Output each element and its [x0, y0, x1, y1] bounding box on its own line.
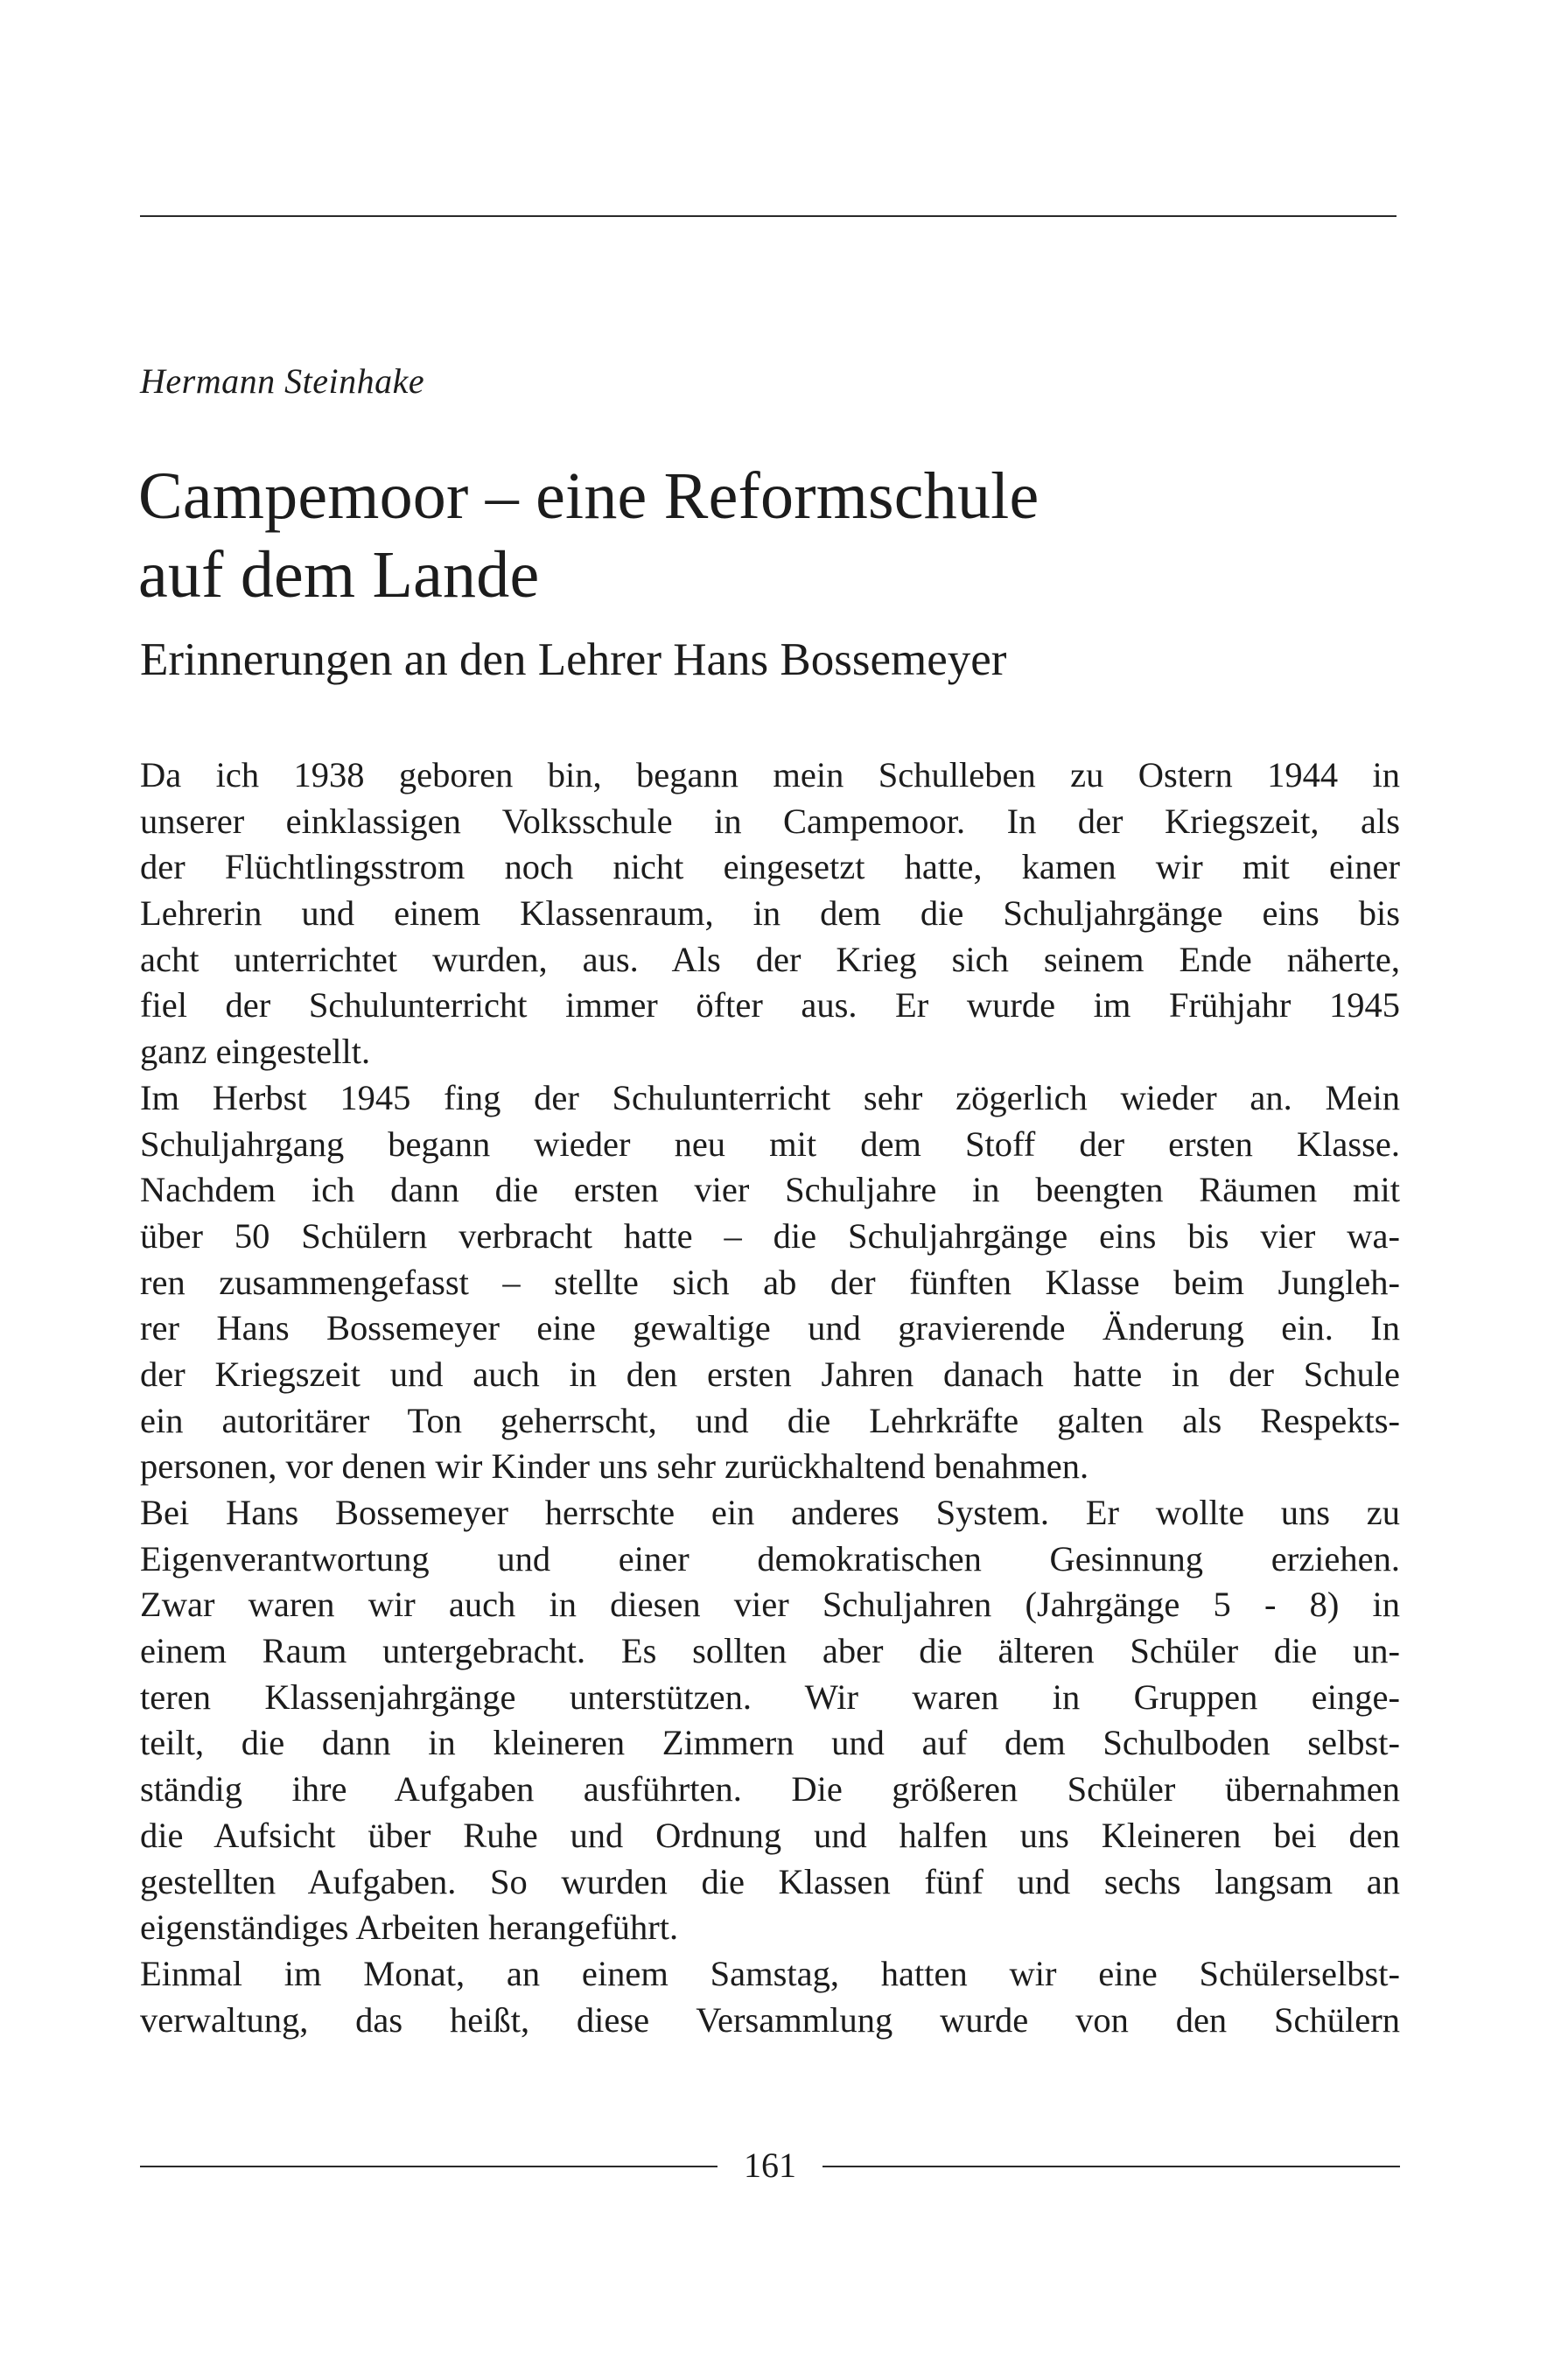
body-line: Zwar waren wir auch in diesen vier Schuljahren (Jahrgänge 5 - 8) in [140, 1585, 1400, 1625]
body-line: die Aufsicht über Ruhe und Ordnung und halfen uns Kleineren bei den [140, 1815, 1400, 1855]
title-line-1: Campemoor – eine Reformschule [138, 459, 1040, 533]
body-line: Lehrerin und einem Klassenraum, in dem die Schuljahrgänge eins bis [140, 893, 1400, 934]
page-number: 161 [744, 2146, 796, 2185]
body-line: personen, vor denen wir Kinder uns sehr zurückhaltend benahmen. [140, 1446, 1089, 1487]
body-line: fiel der Schulunterricht immer öfter aus. Er wurde im Frühjahr 1945 [140, 985, 1400, 1026]
body-line: Nachdem ich dann die ersten vier Schuljahre in beengten Räumen mit [140, 1170, 1400, 1210]
body-line: Bei Hans Bossemeyer herrschte ein anderes System. Er wollte uns zu [140, 1493, 1400, 1532]
article-title [138, 457, 1398, 614]
body-line: Schuljahrgang begann wieder neu mit dem Stoff der ersten Klasse. [140, 1124, 1400, 1164]
body-line: der Kriegszeit und auch in den ersten Jahren danach hatte in der Schule [140, 1354, 1400, 1394]
body-line: einem Raum untergebracht. Es sollten aber die älteren Schüler die un- [140, 1631, 1400, 1671]
title-line-2: auf dem Lande [138, 538, 540, 612]
body-line: ren zusammengefasst – stellte sich ab der fünften Klasse beim Jungleh- [140, 1262, 1400, 1302]
body-line: der Flüchtlingsstrom noch nicht eingesetzt hatte, kamen wir mit einer [140, 847, 1400, 887]
top-rule [140, 215, 1396, 217]
footer-rule-right [822, 2166, 1400, 2167]
body-line: gestellten Aufgaben. So wurden die Klassen fünf und sechs langsam an [140, 1861, 1400, 1901]
body-line: teren Klassenjahrgänge unterstützen. Wir waren in Gruppen einge- [140, 1676, 1400, 1717]
body-line: acht unterrichtet wurden, aus. Als der Krieg sich seinem Ende näherte, [140, 939, 1400, 979]
body-line: Eigenverantwortung und einer demokratischen Gesinnung erziehen. [140, 1538, 1400, 1578]
body-line: über 50 Schülern verbracht hatte – die Schuljahrgänge eins bis vier wa- [140, 1215, 1400, 1256]
body-line: rer Hans Bossemeyer eine gewaltige und gravierende Änderung ein. In [140, 1308, 1400, 1348]
body-line: verwaltung, das heißt, diese Versammlung wurde von den Schülern [140, 1999, 1400, 2040]
body-text [140, 752, 1400, 2043]
body-line: eigenständiges Arbeiten herangeführt. [140, 1908, 679, 1948]
body-line: Im Herbst 1945 fing der Schulunterricht sehr zögerlich wieder an. Mein [140, 1077, 1400, 1117]
body-line: Einmal im Monat, an einem Samstag, hatten wir eine Schülerselbst- [140, 1953, 1400, 1993]
body-line: ständig ihre Aufgaben ausführten. Die größeren Schüler übernahmen [140, 1769, 1400, 1810]
author-name: Hermann Steinhake [140, 361, 425, 401]
article-subtitle: Erinnerungen an den Lehrer Hans Bossemeyer [140, 634, 1007, 685]
body-line: ein autoritärer Ton geherrscht, und die Lehrkräfte galten als Respekts- [140, 1400, 1400, 1440]
body-line: teilt, die dann in kleineren Zimmern und auf dem Schulboden selbst- [140, 1723, 1400, 1763]
body-line: ganz eingestellt. [140, 1032, 371, 1072]
body-line: unserer einklassigen Volksschule in Campemoor. In der Kriegszeit, als [140, 801, 1400, 841]
body-line: Da ich 1938 geboren bin, begann mein Schulleben zu Ostern 1944 in [140, 755, 1400, 794]
page-footer [140, 2140, 1400, 2193]
